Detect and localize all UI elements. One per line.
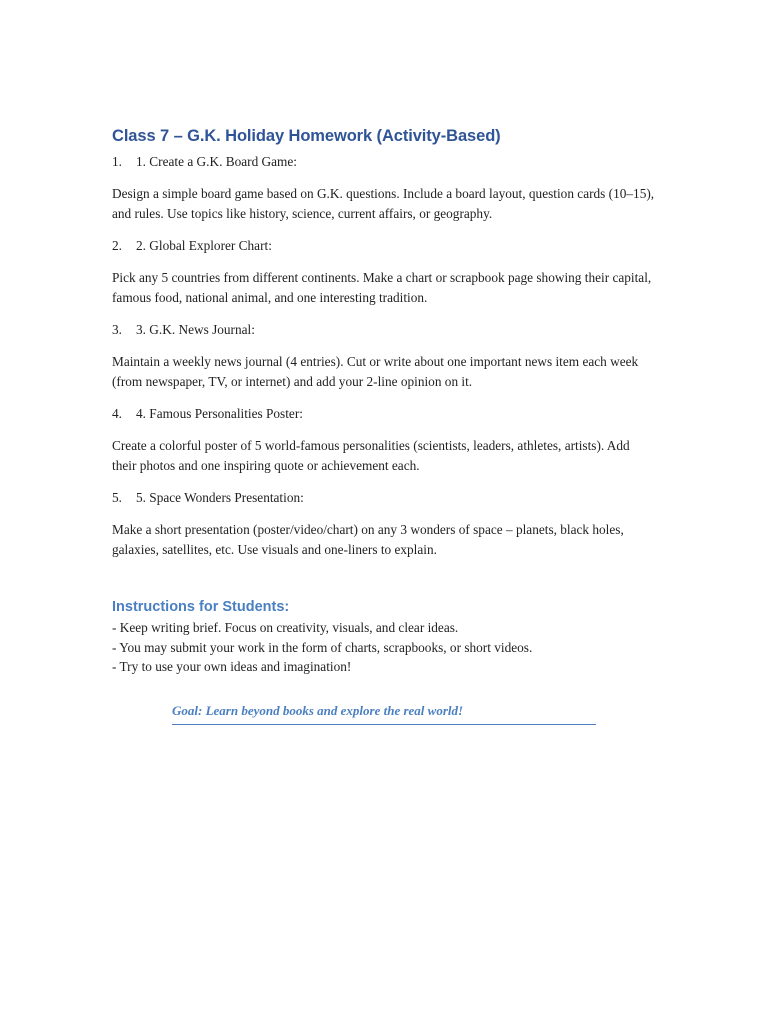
activity-number: 1. xyxy=(112,154,122,169)
activity-heading-text: 2. Global Explorer Chart: xyxy=(136,238,272,253)
activity-heading-text: 1. Create a G.K. Board Game: xyxy=(136,154,297,169)
activity-heading xyxy=(112,320,657,339)
activity-heading-text: 5. Space Wonders Presentation: xyxy=(136,490,304,505)
activity-item-4 xyxy=(112,404,657,475)
document-body xyxy=(112,124,657,677)
instruction-line: - You may submit your work in the form of charts, scrapbooks, or short videos. xyxy=(112,639,533,655)
activity-number: 4. xyxy=(112,406,122,421)
instructions-heading: Instructions for Students: xyxy=(112,599,290,615)
instructions-list xyxy=(112,618,657,677)
activity-heading-text: 3. G.K. News Journal: xyxy=(136,322,255,337)
activity-item-5 xyxy=(112,488,657,559)
activity-description: Maintain a weekly news journal (4 entries). Cut or write about one important news item each week (from newspaper, TV, or internet) and add your 2-line opinion on it. xyxy=(112,354,639,389)
document-title: Class 7 – G.K. Holiday Homework (Activity-Based) xyxy=(112,127,501,145)
activity-item-2 xyxy=(112,236,657,307)
activity-heading-text: 4. Famous Personalities Poster: xyxy=(136,406,303,421)
instruction-line: - Keep writing brief. Focus on creativity, visuals, and clear ideas. xyxy=(112,620,459,635)
activity-description: Design a simple board game based on G.K. questions. Include a board layout, question cards (10–15), and rules. Use topics like history, science, current affairs, or geography. xyxy=(112,186,655,221)
activity-item-1 xyxy=(112,152,657,223)
goal-quote: Goal: Learn beyond books and explore the real world! xyxy=(172,702,596,725)
activity-description: Create a colorful poster of 5 world-famous personalities (scientists, leaders, athletes, artists). Add their photos and one inspiring quote or achievement each. xyxy=(112,438,630,473)
activity-heading xyxy=(112,236,657,255)
activity-number: 5. xyxy=(112,490,122,505)
activity-heading xyxy=(112,488,657,507)
activity-heading xyxy=(112,152,657,171)
activity-number: 2. xyxy=(112,238,122,253)
activity-description: Make a short presentation (poster/video/chart) on any 3 wonders of space – planets, black holes, galaxies, satellites, etc. Use visuals and one-liners to explain. xyxy=(112,522,624,557)
activity-item-3 xyxy=(112,320,657,391)
activity-heading xyxy=(112,404,657,423)
activity-number: 3. xyxy=(112,322,122,337)
instruction-line: - Try to use your own ideas and imagination! xyxy=(112,659,352,674)
activity-description: Pick any 5 countries from different continents. Make a chart or scrapbook page showing their capital, famous food, national animal, and one interesting tradition. xyxy=(112,270,652,305)
